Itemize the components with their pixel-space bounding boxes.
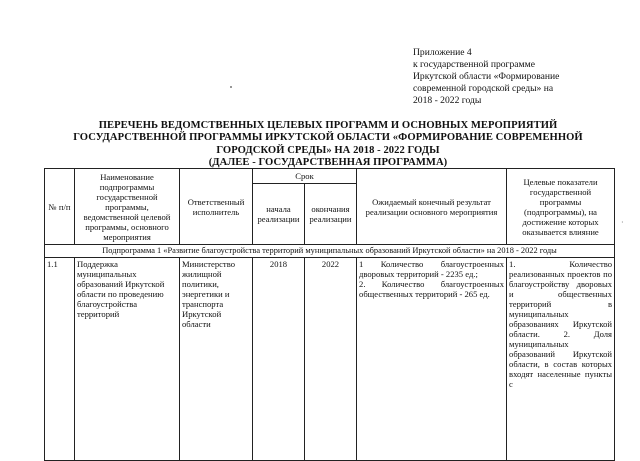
appendix-line: к государственной программе bbox=[413, 59, 535, 70]
row-result bbox=[357, 258, 507, 461]
header-indicators: Целевые показатели государственной программы (подпрограммы), на достижение которых оказывается влияние bbox=[507, 169, 615, 245]
row-end: 2022 bbox=[305, 258, 357, 461]
row-executor: Министерство жилищной политики, энергетики и транспорта Иркутской области bbox=[180, 258, 253, 461]
header-executor: Ответственный исполнитель bbox=[180, 169, 253, 245]
header-term-end: окончания реализации bbox=[305, 184, 357, 245]
header-name: Наименование подпрограммы государственной программы, ведомственной целевой программы, основного мероприятия bbox=[75, 169, 180, 245]
appendix-line: современной городской среды» на bbox=[413, 83, 554, 94]
table-row bbox=[45, 258, 615, 461]
title-line: ГОРОДСКОЙ СРЕДЫ» НА 2018 - 2022 ГОДЫ bbox=[216, 144, 440, 156]
header-result: Ожидаемый конечный результат реализации основного мероприятия bbox=[357, 169, 507, 245]
header-term: Срок bbox=[253, 169, 357, 184]
row-start: 2018 bbox=[253, 258, 305, 461]
header-row bbox=[45, 169, 615, 184]
title-line: ПЕРЕЧЕНЬ ВЕДОМСТВЕННЫХ ЦЕЛЕВЫХ ПРОГРАММ И ОСНОВНЫХ МЕРОПРИЯТИЙ bbox=[98, 120, 558, 131]
row-indicators: 1. Количество реализованных проектов по благоустройству дворовых и общественных территорий в муниципальных образованиях Иркутской области. 2. Доля муниципальных образований Иркутской области, в состав которых входят населенные пункты с bbox=[507, 258, 615, 461]
row-result-2: 2. Количество благоустроенных общественных территорий - 265 ед. bbox=[359, 279, 505, 299]
title-line: ГОСУДАРСТВЕННОЙ ПРОГРАММЫ ИРКУТСКОЙ ОБЛАСТИ «ФОРМИРОВАНИЕ СОВРЕМЕННОЙ bbox=[73, 132, 583, 144]
row-num: 1.1 bbox=[45, 258, 75, 461]
scan-mark: · bbox=[621, 218, 624, 227]
title-line: (ДАЛЕЕ - ГОСУДАРСТВЕННАЯ ПРОГРАММА) bbox=[208, 156, 448, 168]
header-term-start: начала реализации bbox=[253, 184, 305, 245]
row-name: Поддержка муниципальных образований Иркутской области по проведению благоустройства территорий bbox=[75, 258, 180, 461]
appendix-line: 2018 - 2022 годы bbox=[413, 95, 482, 106]
header-num: № п/п bbox=[45, 169, 75, 245]
row-result-1: 1 Количество благоустроенных дворовых территорий - 2235 ед.; bbox=[359, 259, 505, 279]
subprogram-row bbox=[45, 245, 615, 258]
scan-speck bbox=[230, 86, 232, 88]
appendix-line: Приложение 4 bbox=[413, 47, 472, 58]
measures-table bbox=[44, 168, 615, 461]
appendix-note bbox=[413, 47, 603, 107]
document-title bbox=[58, 120, 598, 169]
subprogram-title: Подпрограмма 1 «Развитие благоустройства территорий муниципальных образований Иркутской области» на 2018 - 2022 годы bbox=[45, 245, 615, 258]
appendix-line: Иркутской области «Формирование bbox=[413, 71, 560, 82]
